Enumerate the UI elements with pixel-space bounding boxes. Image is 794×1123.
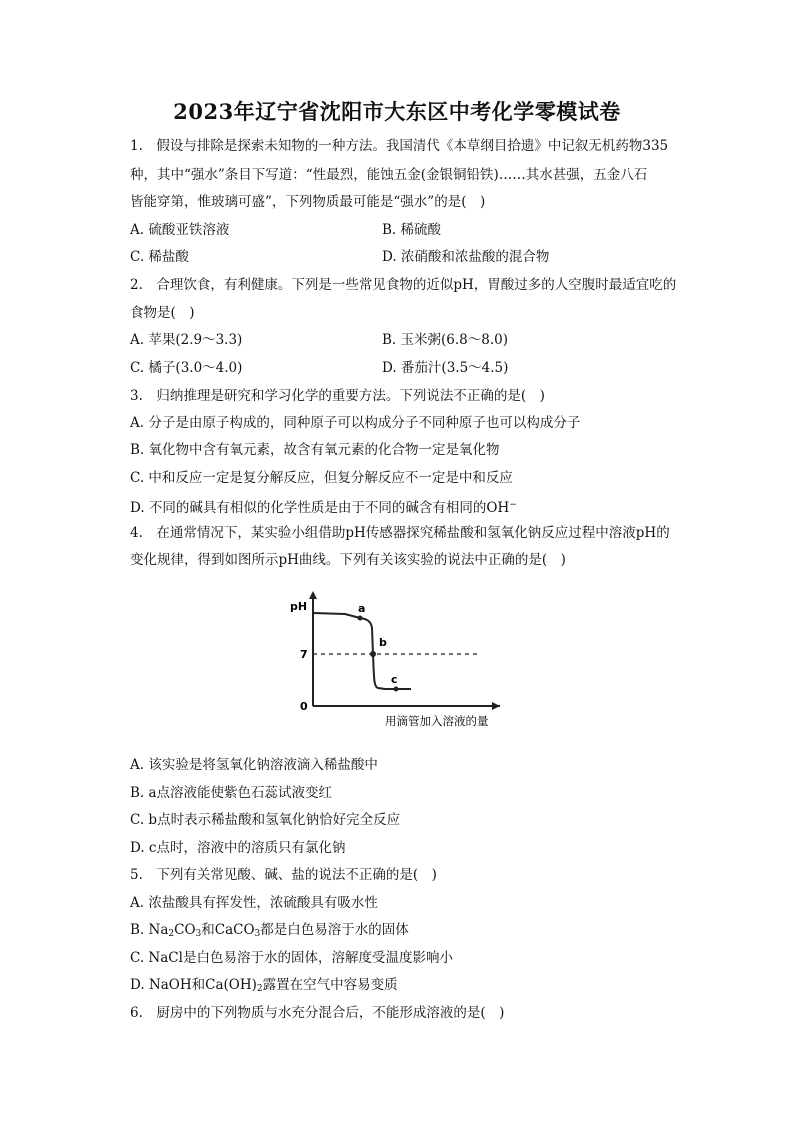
point-b (370, 651, 376, 657)
q5-option-d (130, 976, 398, 998)
q5-b-part4: 都是白色易溶于水的固体 (260, 922, 409, 938)
q4-stem-line1: 4. 在通常情况下，某实验小组借助pH传感器探究稀盐酸和氢氧化钠反应过程中溶液pH的 (130, 525, 670, 541)
point-c (394, 687, 399, 692)
q4-stem-line2: 变化规律，得到如图所示pH曲线。下列有关该实验的说法中正确的是( ) (130, 552, 566, 568)
q5-d-part1: D. NaOH和Ca(OH) (130, 977, 257, 993)
q4-option-d: D. c点时，溶液中的溶质只有氯化钠 (130, 840, 346, 856)
q3-option-a: A. 分子是由原子构成的，同种原子可以构成分子不同种原子也可以构成分子 (130, 415, 581, 431)
q5-option-a: A. 浓盐酸具有挥发性，浓硫酸具有吸水性 (130, 895, 378, 911)
q4-option-b: B. a点溶液能使紫色石蕊试液变红 (130, 785, 333, 801)
y-axis-label: pH (290, 600, 308, 613)
q2-option-b: B. 玉米粥(6.8～8.0) (382, 332, 508, 348)
y-tick-0: 0 (300, 700, 308, 713)
q1-option-a: A. 硫酸亚铁溶液 (130, 222, 230, 238)
point-c-label: c (391, 673, 398, 686)
q1-stem-line1: 1. 假设与排除是探索未知物的一种方法。我国清代《本草纲目拾遗》中记叙无机药物335 (130, 138, 669, 154)
q2-option-d: D. 番茄汁(3.5～4.5) (382, 360, 509, 376)
q4-option-c: C. b点时表示稀盐酸和氢氧化钠恰好完全反应 (130, 812, 401, 828)
q5-b-sub3: 3 (254, 929, 261, 939)
y-axis-arrow (309, 591, 317, 599)
q1-option-c: C. 稀盐酸 (130, 249, 189, 265)
q3-option-b: B. 氧化物中含有氧元素，故含有氧元素的化合物一定是氧化物 (130, 442, 500, 458)
y-tick-7: 7 (300, 648, 308, 661)
q3-option-d (130, 496, 517, 517)
q5-b-part3: 和CaCO (201, 922, 255, 938)
point-b-label: b (379, 636, 387, 649)
q5-d-part2: 露置在空气中容易变质 (262, 977, 398, 993)
q3-option-d-sup: − (509, 500, 517, 510)
point-a-label: a (358, 602, 366, 615)
q5-option-b (130, 921, 409, 943)
x-axis-arrow (492, 702, 500, 710)
q2-option-c: C. 橘子(3.0～4.0) (130, 360, 243, 376)
q2-option-a: A. 苹果(2.9～3.3) (130, 332, 243, 348)
q5-d-sub: 2 (256, 984, 263, 994)
q1-stem-line2: 种，其中“强水”条目下写道：“性最烈，能蚀五金(金银铜铅铁)……其水甚强，五金八石 (130, 167, 648, 183)
q1-stem-line3: 皆能穿第，惟玻璃可盛”，下列物质最可能是“强水”的是( ) (130, 194, 486, 210)
q5-option-c: C. NaCl是白色易溶于水的固体，溶解度受温度影响小 (130, 950, 453, 966)
q5-b-sub2: 3 (195, 929, 202, 939)
q5-b-part2: CO (174, 922, 196, 938)
q3-stem: 3. 归纳推理是研究和学习化学的重要方法。下列说法不正确的是( ) (130, 388, 545, 404)
q2-stem-line1: 2. 合理饮食，有利健康。下列是一些常见食物的近似pH，胃酸过多的人空腹时最适宜吃的 (130, 277, 677, 293)
ph-chart (285, 588, 515, 738)
q3-option-c: C. 中和反应一定是复分解反应，但复分解反应不一定是中和反应 (130, 470, 513, 486)
x-axis-label: 用滴管加入溶液的量 (385, 714, 489, 728)
point-a (358, 616, 363, 621)
q2-stem-line2: 食物是( ) (130, 305, 195, 321)
q4-option-a: A. 该实验是将氢氧化钠溶液滴入稀盐酸中 (130, 757, 378, 773)
q1-option-d: D. 浓硝酸和浓盐酸的混合物 (382, 249, 550, 265)
q5-stem: 5. 下列有关常见酸、碱、盐的说法不正确的是( ) (130, 867, 437, 883)
q6-stem: 6. 厨房中的下列物质与水充分混合后，不能形成溶液的是( ) (130, 1005, 505, 1021)
q1-option-b: B. 稀硫酸 (382, 222, 442, 238)
q3-option-d-text: D. 不同的碱具有相似的化学性质是由于不同的碱含有相同的OH (130, 500, 510, 516)
q5-b-part1: B. Na (130, 922, 169, 938)
q5-b-sub1: 2 (168, 929, 175, 939)
page-title: 2023年辽宁省沈阳市大东区中考化学零模试卷 (173, 99, 621, 124)
